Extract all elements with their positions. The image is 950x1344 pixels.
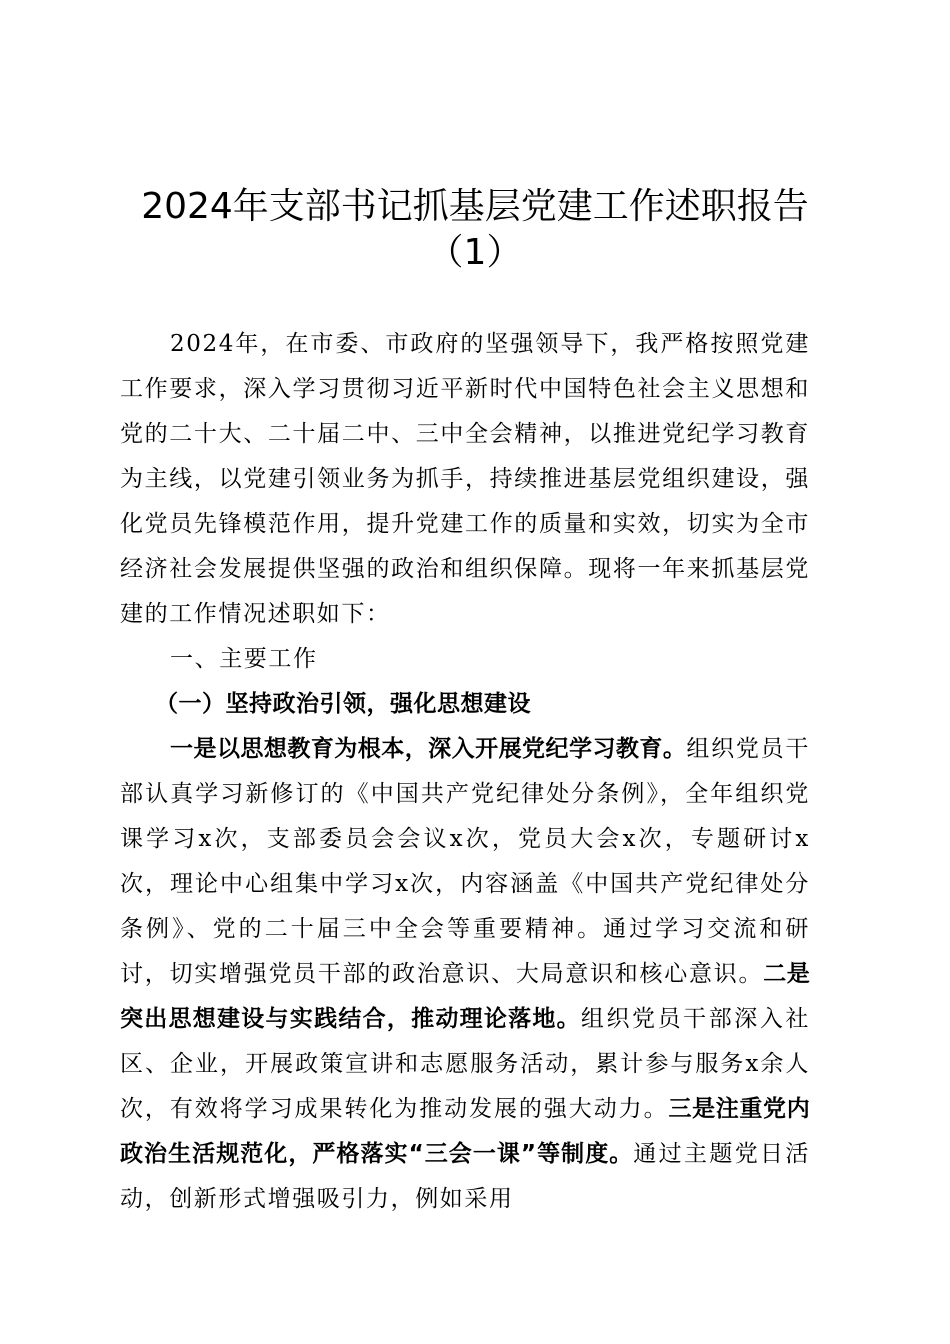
subsection-heading: （一）坚持政治引领，强化思想建设 — [155, 691, 531, 717]
point-three-text: 通过主题党日活动，创新形式增强吸引力，例如采用 — [120, 1141, 810, 1212]
point-three-lead: 三是注重党内政治生活规范化，严格落实“三会一课”等制度。 — [120, 1096, 810, 1167]
point-one-text: 组织党员干部认真学习新修订的《中国共产党纪律处分条例》，全年组织党课学习x次，支部委员会会议x次，党员大会x次，专题研讨x次，理论中心组集中学习x次，内容涵盖《中国共产党纪律处分条例》、党的二十届三中全会等重要精神。通过学习交流和研讨，切实增强党员干部的政治意识、大局意识和核心意识。 — [120, 736, 811, 987]
section-heading: 一、主要工作 — [170, 646, 318, 672]
intro-paragraph: 2024年，在市委、市政府的坚强领导下，我严格按照党建工作要求，深入学习贯彻习近平新时代中国特色社会主义思想和党的二十大、二十届二中、三中全会精神，以推进党纪学习教育为主线，以党建引领业务为抓手，持续推进基层党组织建设，强化党员先锋模范作用，提升党建工作的质量和实效，切实为全市经济社会发展提供坚强的政治和组织保障。现将一年来抓基层党建的工作情况述职如下： — [120, 331, 810, 627]
point-one-lead: 一是以思想教育为根本，深入开展党纪学习教育。 — [170, 736, 687, 762]
document-title: 2024年支部书记抓基层党建工作述职报告 — [141, 186, 809, 227]
point-two-lead: 二是突出思想建设与实践结合，推动理论落地。 — [120, 961, 810, 1032]
point-two-text: 组织党员干部深入社区、企业，开展政策宣讲和志愿服务活动，累计参与服务x余人次，有效将学习成果转化为推动发展的强大动力。 — [120, 1006, 810, 1122]
work-paragraph — [120, 727, 810, 1222]
document-title-number: （1） — [427, 232, 523, 273]
document-body — [120, 322, 810, 1222]
